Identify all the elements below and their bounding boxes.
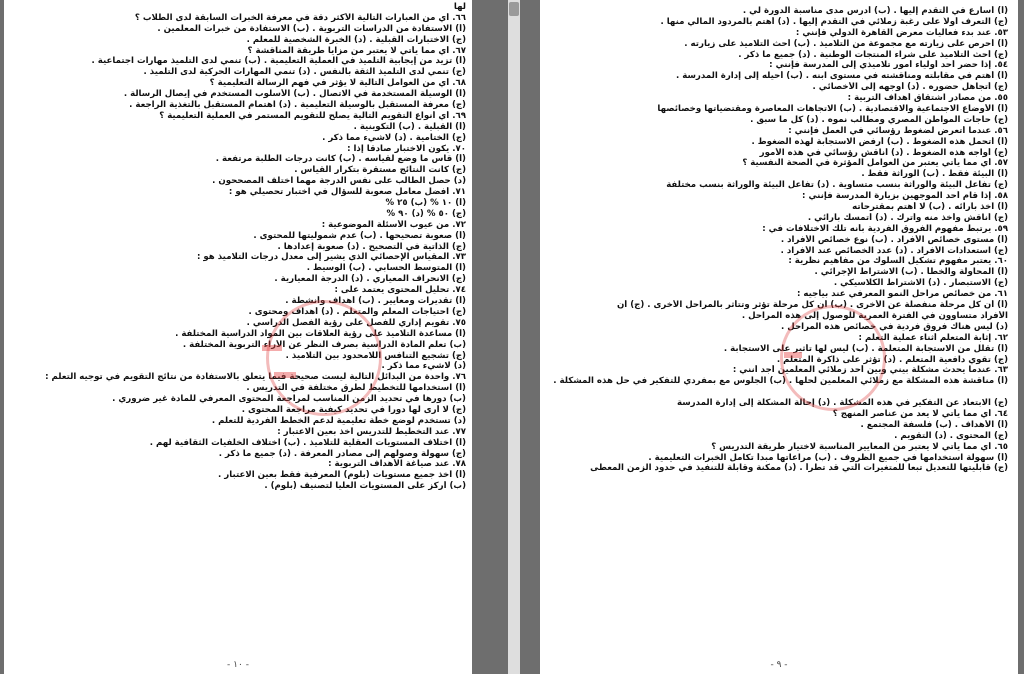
text-line: (ج) معرفة المستقبل بالوسيلة التعليمية . (د) اهتمام المستقبل بالتغذية الراجعة . xyxy=(129,100,466,111)
text-line: (أ) قاس ما وضع لقياسه . (ب) كانت درجات الطلبة مرتفعة . xyxy=(215,154,466,165)
text-line: (أ) صعوبة تصحيحها . (ب) عدم شموليتها للمحتوى . xyxy=(253,230,466,241)
left-page xyxy=(4,0,472,674)
text-line: (أ) مساعدة التلاميذ على رؤية العلاقات بين المواد الدراسية المختلفة . xyxy=(175,328,466,339)
text-line: ٥٦. عندما أتعرض لضغوط رؤسائي في العمل فإنني : xyxy=(788,125,1008,136)
text-line: (ج) الذاتية في التصحيح . (د) صعوبة إعدادها . xyxy=(277,241,466,252)
text-line: (ج) أواجه هذه الضغوط . (د) أناقش رؤسائي في هذه الأمور xyxy=(759,147,1008,158)
text-line: ٦٣. عندما يحدث مشكلة بيني وبين أحد زملائي المعلمين أجد أنني : xyxy=(732,365,1008,376)
text-line: (أ) الاستفادة من الدراسات التربوية . (ب) الاستفادة من خبرات المعلمين . xyxy=(157,23,466,34)
text-line: (ج) استعدادات الأفراد . (د) عدد الخصائص عند الأفراد . xyxy=(780,245,1008,256)
text-line: (ب) دورها في تحديد الزمن المناسب لمراجعة المحتوى المعرفي للمادة غير ضروري . xyxy=(112,394,466,405)
text-line: (أ) تقديرات ومعايير . (ب) أهداف وأنشطة . xyxy=(285,296,466,307)
text-line: (ج) أتجاهل حضوره . (د) أوجهه إلى الأخصائي . xyxy=(812,82,1008,93)
text-line: ٧٨. عند صياغة الأهداف التربوية : xyxy=(328,459,466,470)
text-line: ٧٢. من عيوب الأسئلة الموضوعية : xyxy=(321,219,466,230)
text-line: (أ) الوسيلة المستخدمة في الاتصال . (ب) الأسلوب المستخدم في إيصال الرسالة . xyxy=(123,89,466,100)
text-line: (ب) أركز على المستويات العليا لتصنيف (بلوم) . xyxy=(264,481,466,492)
text-line: ٧٤. تحليل المحتوى يعتمد على : xyxy=(334,285,466,296)
text-line: ٥٧. أي مما يأتي يعتبر من العوامل المؤثرة في الصحة النفسية ؟ xyxy=(742,158,1008,169)
text-line: ٦٩. أي أنواع التقويم التالية يصلح للتقويم المستمر في العملية التعليمية ؟ xyxy=(159,110,466,121)
text-line: (ج) تشجيع التنافس اللامحدود بين التلاميذ . xyxy=(285,350,466,361)
text-line: (ج) احتياجات المعلم والمتعلم . (د) أهداف ومحتوى . xyxy=(248,306,466,317)
text-line: (ج) لا أرى لها دوراً في تحديد كيفية مراجعة المحتوى . xyxy=(241,404,466,415)
text-line: (ج) الانحراف المعياري . (د) الدرجة المعيارية . xyxy=(274,274,466,285)
text-line: ٧٥. تقويم إداري للفصل على رؤية الفصل الدراسي . xyxy=(246,317,466,328)
text-line: ٦٤. أي مما يأتي لا يعد من عناصر المنهج ؟ xyxy=(832,408,1008,419)
text-line: ٧٦. واحدة من البدائل التالية ليست صحيحة فيما يتعلق بالاستفادة من نتائج التقويم في توجيه التعلم : xyxy=(45,372,466,383)
text-line: ٧٧. عند التخطيط للتدريس آخذ بعين الاعتبار : xyxy=(277,426,466,437)
text-line: ٧٠. يكون الاختبار صادقاً إذا : xyxy=(347,143,466,154)
text-line: ٧٣. المقياس الإحصائي الذي يشير إلى معدل درجات التلاميذ هو : xyxy=(196,252,466,263)
text-line: ٦٧. أي مما يأتي لا يعتبر من مزايا طريقة المناقشة ؟ xyxy=(247,45,466,56)
right-page xyxy=(540,0,1018,674)
scrollbar-thumb[interactable] xyxy=(509,2,519,16)
text-line: (ج) الابتعاد عن التفكير في هذه المشكلة . (د) إحالة المشكلة إلى إدارة المدرسة xyxy=(677,398,1008,409)
text-line: (ج) ٥٠ % (د) ٩٠ % xyxy=(386,208,466,219)
text-line: ٥٨. إذا قام أحد الموجهين بزيارة المدرسة فإنني : xyxy=(802,191,1008,202)
text-line: (أ) القبلية . (ب) التكوينية . xyxy=(353,121,466,132)
text-line: (ج) أناقش وأخذ منه وأترك . (د) أتمسك بآرائي . xyxy=(807,212,1008,223)
text-line: (ج) المحتوى . (د) التقويم . xyxy=(894,430,1008,441)
text-line: ٥٣. عند بدء فعاليات معرض القاهرة الدولي فإنني : xyxy=(795,27,1008,38)
text-line: الأفراد متساوون في الفترة العمرية للوصول إلى هذه المراحل . xyxy=(741,310,1008,321)
text-line: ٥٩. يرتبط مفهوم الفروق الفردية بأنه تلك الاختلافات في : xyxy=(762,223,1008,234)
text-line: ٦١. من خصائص مراحل النمو المعرفي عند بياجيه : xyxy=(796,289,1008,300)
text-line: (ج) تنمي لدى التلميذ الثقة بالنفس . (د) تنمي المهارات الحركية لدى التلميذ . xyxy=(143,67,466,78)
text-line xyxy=(548,387,1008,398)
text-line: (أ) ١٠ % (ب) ٢٥ % xyxy=(385,198,466,209)
text-line: (أ) آخذ جميع مستويات (بلوم) المعرفية فقط بعين الاعتبار . xyxy=(218,470,466,481)
left-page-text xyxy=(14,2,466,492)
text-line: (أ) المتوسط الحسابي . (ب) الوسيط . xyxy=(306,263,466,274)
text-line: (أ) البيئة فقط . (ب) الوراثة فقط . xyxy=(861,169,1008,180)
text-line: (ج) الاستبصار . (د) الاشتراط الكلاسيكي . xyxy=(833,278,1008,289)
text-line: ٧١. أفضل معامل صعوبة للسؤال في اختبار تحصيلي هو : xyxy=(228,187,466,198)
right-page-number: - ٩ - xyxy=(770,660,788,670)
text-line: ٦٦. أي من العبارات التالية الأكثر دقة في معرفة الخبرات السابقة لدى الطلاب ؟ xyxy=(134,12,466,23)
text-line: (د) تستخدم لوضع خطة تعليمية لدعم الخطط الفردية للتعلم . xyxy=(211,415,466,426)
text-line: (أ) تقلل من الاستجابة المتعلمة . (ب) ليس لها تأثير على الاستجابة . xyxy=(723,343,1008,354)
text-line: (د) لاشيء مما ذكر . xyxy=(381,361,466,372)
text-line: (ج) حاجات المواطن المصري ومطالب نموه . (د) كل ما سبق . xyxy=(750,114,1008,125)
right-page-text xyxy=(548,6,1008,474)
text-line: (ج) قابليتها للتعديل تبعاً للمتغيرات التي قد تطرأ . (د) ممكنة وقابلة للتنفيذ في حدود الزمن المعطى xyxy=(590,463,1008,474)
text-line: ٥٥. من مصادر اشتقاق أهداف التربية : xyxy=(847,93,1008,104)
text-line: (ج) الختامية . (د) لاشيء مما ذكر . xyxy=(322,132,466,143)
text-line: (أ) سهولة استخدامها في جميع الظروف . (ب) مراعاتها مبدأ تكامل الخبرات التعليمية . xyxy=(648,452,1008,463)
left-page-number: - ١٠ - xyxy=(227,660,249,670)
text-line: لها xyxy=(453,2,466,12)
text-line: ٥٤. إذا حضر أحد أولياء أمور تلاميذي إلى المدرسة فإنني : xyxy=(769,60,1008,71)
text-line: (ج) تقوي دافعية المتعلم . (د) تؤثر على ذاكرة المتعلم . xyxy=(776,354,1008,365)
text-line: ٦٨. أي من العوامل التالية لا يؤثر في فهم الرسالة التعليمية ؟ xyxy=(209,78,466,89)
text-line: (أ) الأوضاع الاجتماعية والاقتصادية . (ب) الاتجاهات المعاصرة ومقتضياتها وخصائصها xyxy=(657,104,1008,115)
text-line: (ج) التعرف أولاً على رغبة زملائي في التقدم إليها . (د) أهتم بالمردود المالي منها . xyxy=(660,16,1008,27)
text-line: (أ) تزيد من إيجابية التلميذ في العملية التعليمية . (ب) تنمي لدى التلميذ مهارات اجتماعية . xyxy=(91,56,466,67)
text-line: (أ) أهتم في مقابلته ومناقشته في مستوى ابنه . (ب) أحيله إلى إدارة المدرسة . xyxy=(676,71,1008,82)
text-line: (د) حصل الطالب على نفس الدرجة مهما اختلف المصححون . xyxy=(212,176,466,187)
text-line: (أ) آخذ بآرائه . (ب) لا أهتم بمقترحاته xyxy=(852,202,1008,213)
text-line: (أ) مستوى خصائص الأفراد . (ب) نوع خصائص الأفراد . xyxy=(780,234,1008,245)
text-line: (ج) كانت النتائج مستقرة بتكرار القياس . xyxy=(294,165,466,176)
text-line: (ج) تفاعل البيئة والوراثة بنسب متساوية . (د) تفاعل البيئة والوراثة بنسب مختلفة xyxy=(666,180,1008,191)
text-line: ٦٥. أي مما يأتي لا يعتبر من المعايير المناسبة لاختيار طريقة التدريس ؟ xyxy=(711,441,1008,452)
text-line: (ب) تعلم المادة الدراسية بصرف النظر عن الأراء التربوية المختلفة . xyxy=(182,339,466,350)
page-divider xyxy=(508,0,520,674)
text-line: (أ) أحرص على زيارته مع مجموعة من التلاميذ . (ب) أحث التلاميذ على زيارته . xyxy=(684,38,1008,49)
text-line: (أ) الأهداف . (ب) فلسفة المجتمع . xyxy=(860,419,1008,430)
text-line: ٦٠. يعتبر مفهوم تشكيل السلوك من مفاهيم نظرية : xyxy=(788,256,1008,267)
text-line: (أ) استخدامها للتخطيط لطرق مختلفة في التدريس . xyxy=(246,383,466,394)
text-line: (ج) سهولة وصولهم إلى مصادر المعرفة . (د) جميع ما ذكر . xyxy=(218,448,466,459)
text-line: (أ) مناقشة هذه المشكلة مع زملائي المعلمين لحلها . (ب) الجلوس مع بمفردي للتفكير في حل هذه المشكلة . xyxy=(553,376,1008,387)
text-line: (ج) أحث التلاميذ على شراء المنتجات الوطنية . (د) جميع ما ذكر . xyxy=(738,49,1008,60)
text-line: (أ) أسارع في التقدم إليها . (ب) أدرس مدى مناسبة الدورة لي . xyxy=(742,6,1008,16)
text-line: ٦٢. إثابة المتعلم أثناء عملية التعلم : xyxy=(858,332,1008,343)
text-line: (أ) اختلاف المستويات العقلية للتلاميذ . (ب) اختلاف الخلفيات الثقافية لهم . xyxy=(149,437,466,448)
text-line: (أ) المحاولة والخطأ . (ب) الاشتراط الإجرائي . xyxy=(814,267,1008,278)
text-line: (ج) الاختبارات القبلية . (د) الخبرة الشخصية للمعلم . xyxy=(246,34,466,45)
text-line: (أ) أن كل مرحلة منفصلة عن الأخرى . (ب) أن كل مرحلة تؤثر وتتأثر بالمراحل الأخرى . (ج) أن xyxy=(616,300,1008,311)
text-line: (أ) أتحمل هذه الضغوط . (ب) أرفض الاستجابة لهذه الضغوط . xyxy=(751,136,1008,147)
text-line: (د) ليس هناك فروق فردية في خصائص هذه المراحل . xyxy=(781,321,1008,332)
